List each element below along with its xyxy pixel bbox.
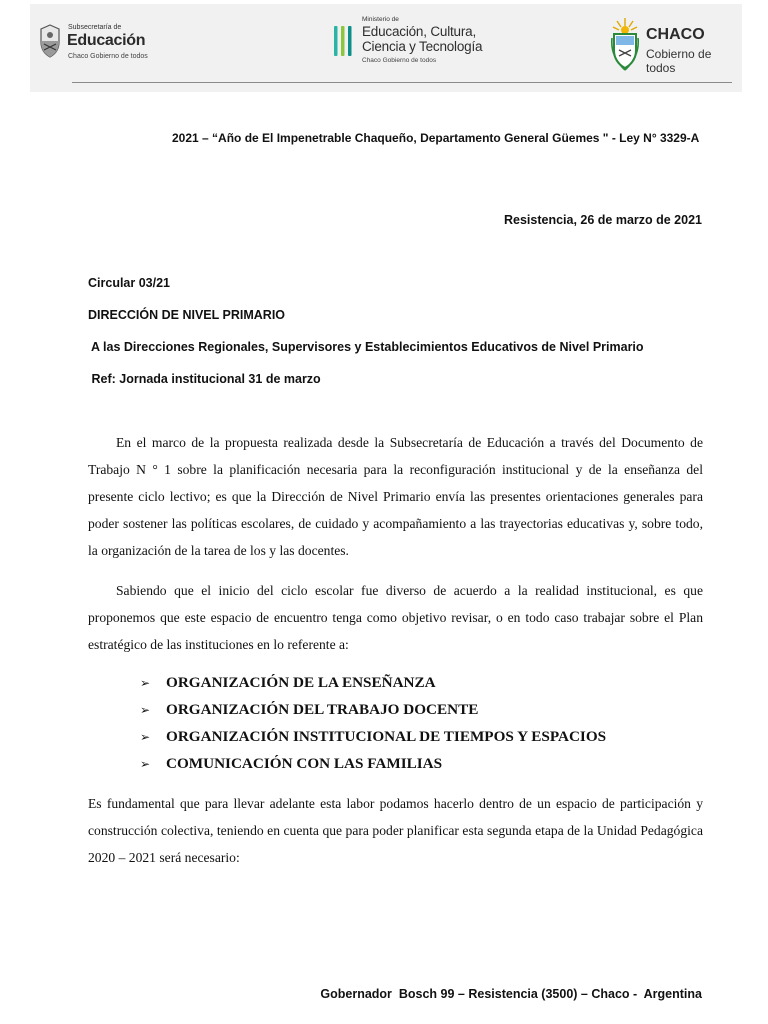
ministerio-name xyxy=(362,24,482,54)
list-item-text: ORGANIZACIÓN DEL TRABAJO DOCENTE xyxy=(166,701,479,718)
footer-address: Gobernador Bosch 99 – Resistencia (3500) – Chaco - Argentina xyxy=(320,987,702,1001)
paragraph-2: Sabiendo que el inicio del ciclo escolar fue diverso de acuerdo a la realidad institucional, es que proponemos que este espacio de encuentro tenga como objetivo revisar, o en todo caso trabajar sobre el Plan estratégico de las instituciones en lo referente a: xyxy=(88,583,703,652)
chaco-name: CHACO xyxy=(646,26,705,43)
logo-name: Educación xyxy=(67,32,146,49)
reference: Ref: Jornada institucional 31 de marzo xyxy=(88,372,321,386)
list-item-text: COMUNICACIÓN CON LAS FAMILIAS xyxy=(166,755,443,772)
chaco-tagline: Cobierno de todos xyxy=(646,47,712,75)
ministerio-name-line1: Educación, Cultura, xyxy=(362,24,477,39)
logo-small-text: Subsecretaría de xyxy=(68,24,122,31)
ministerio-tagline: Chaco Gobierno de todos xyxy=(362,57,437,64)
subsecretaria-logo xyxy=(38,22,178,70)
list-item xyxy=(140,727,606,754)
ministerio-name-line2: Ciencia y Tecnología xyxy=(362,39,483,54)
list-item xyxy=(140,754,606,781)
ministerio-logo xyxy=(330,16,530,76)
letterhead xyxy=(30,4,742,92)
list-item-text: ORGANIZACIÓN DE LA ENSEÑANZA xyxy=(166,674,436,691)
logo-tagline: Chaco Gobierno de todos xyxy=(68,53,148,60)
chaco-seal-icon xyxy=(610,16,640,72)
topics-list xyxy=(140,673,606,781)
list-item-text: ORGANIZACIÓN INSTITUCIONAL DE TIEMPOS Y ESPACIOS xyxy=(166,728,607,745)
paragraph-3: Es fundamental que para llevar adelante esta labor podamos hacerlo dentro de un espacio de participación y construcción colectiva, teniendo en cuenta que para poder planificar esta segunda etapa de la Unidad Pedagógica 2020 – 2021 será necesario: xyxy=(88,796,703,865)
arrow-bullet-icon: ➢ xyxy=(140,757,151,771)
ministerio-bars-icon xyxy=(334,26,354,56)
document-date: Resistencia, 26 de marzo de 2021 xyxy=(503,213,702,227)
issuing-direction: DIRECCIÓN DE NIVEL PRIMARIO xyxy=(88,308,286,322)
circular-number: Circular 03/21 xyxy=(88,276,170,290)
header-divider xyxy=(72,82,732,83)
arrow-bullet-icon: ➢ xyxy=(140,676,151,690)
list-item xyxy=(140,700,606,727)
arrow-bullet-icon: ➢ xyxy=(140,730,151,744)
arrow-bullet-icon: ➢ xyxy=(140,703,151,717)
coat-of-arms-icon xyxy=(38,24,62,58)
recipients: A las Direcciones Regionales, Supervisores y Establecimientos Educativos de Nivel Primario xyxy=(88,340,644,354)
chaco-logo xyxy=(610,16,740,76)
paragraph-1: En el marco de la propuesta realizada desde la Subsecretaría de Educación a través del Documento de Trabajo N ° 1 sobre la planificación necesaria para la reconfiguración institucional y de la enseñanza del presente ciclo lectivo; es que la Dirección de Nivel Primario envía las presentes orientaciones generales para poder sostener las políticas escolares, de cuidado y acompañamiento a las trayectorias educativas y, sobre todo, la organización de la tarea de los y las docentes. xyxy=(88,435,703,558)
list-item xyxy=(140,673,606,700)
ministerio-small-text: Ministerio de xyxy=(362,16,399,23)
year-motto: 2021 – “Año de El Impenetrable Chaqueño, Departamento General Güemes " - Ley N° 3329-A xyxy=(172,131,700,145)
